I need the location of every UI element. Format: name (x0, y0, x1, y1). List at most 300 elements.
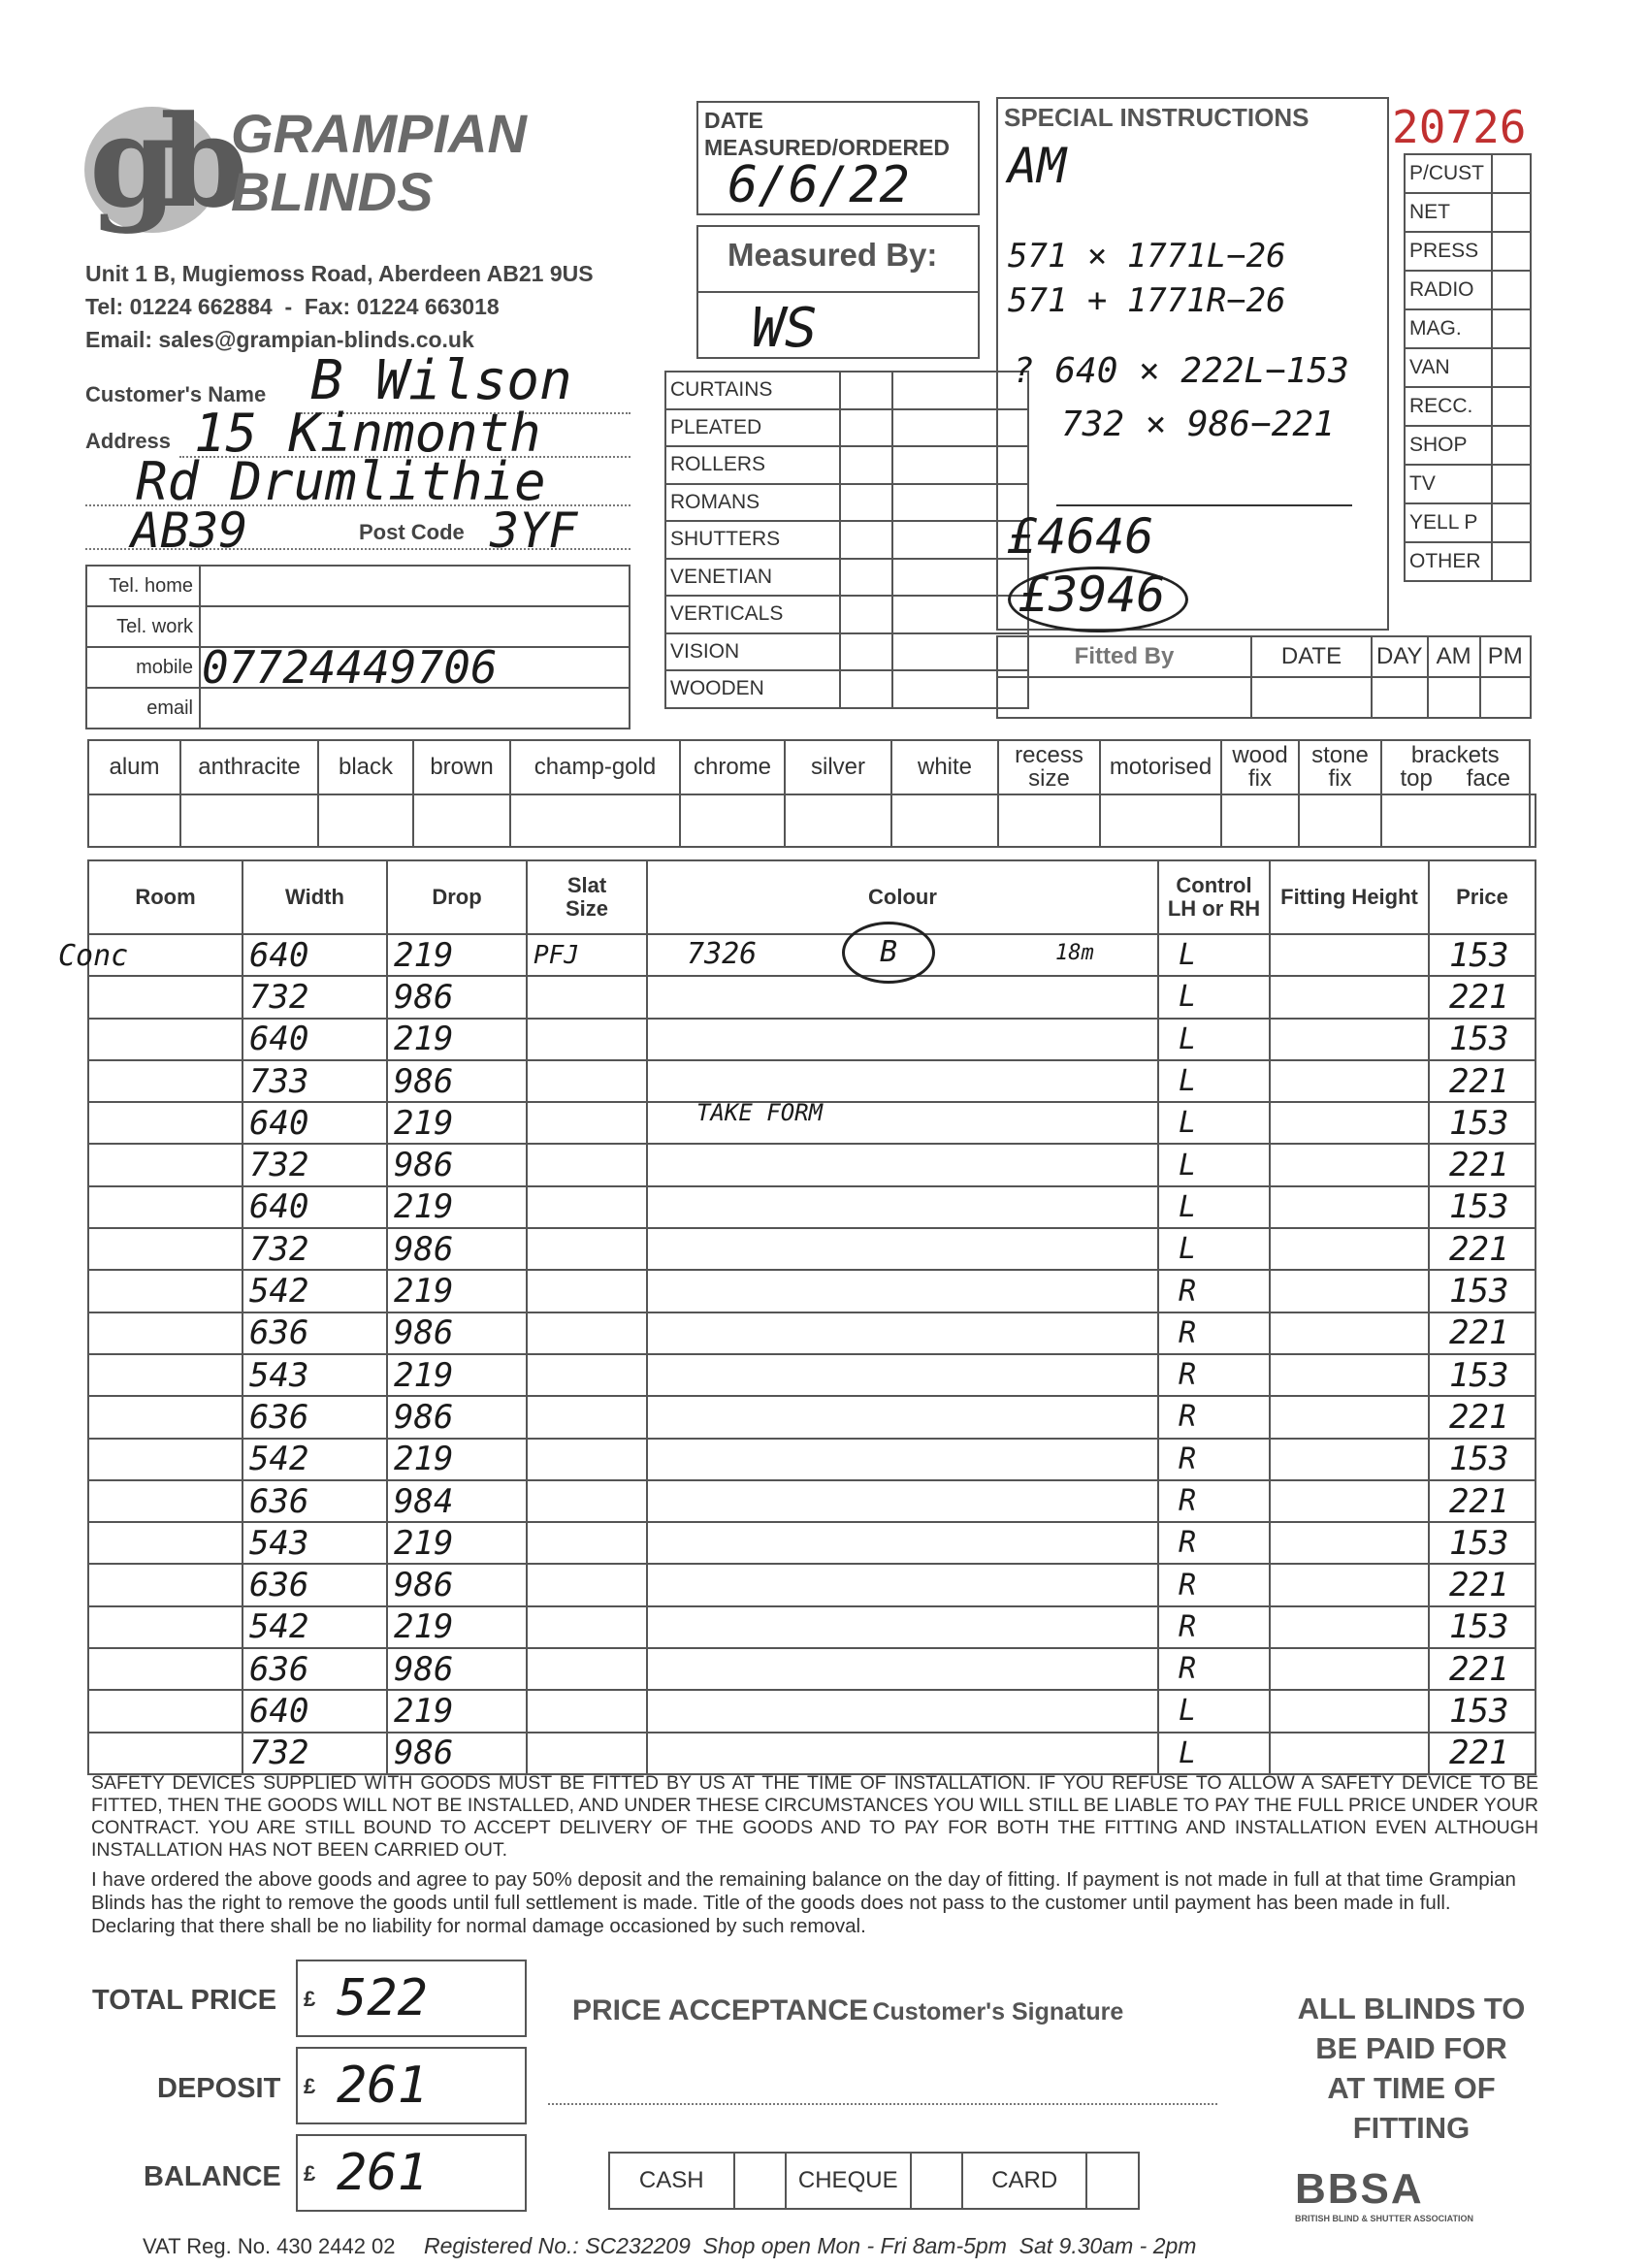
control-cell[interactable]: L (1158, 1228, 1270, 1270)
option-chrome: chrome (680, 740, 785, 794)
drop-cell[interactable]: 219 (387, 1522, 527, 1564)
special-line2: 571 × 1771L−26 (1008, 237, 1286, 275)
total-price-box (296, 1960, 527, 2037)
product-checkbox[interactable] (840, 633, 892, 671)
fitting-height-cell[interactable] (1270, 1690, 1429, 1732)
company-contact: Tel: 01224 662884 - Fax: 01224 663018 (85, 294, 500, 319)
product-checkbox[interactable] (840, 409, 892, 447)
slat-cell[interactable] (527, 1144, 647, 1185)
width-cell[interactable]: 732 (242, 1733, 387, 1774)
slat-cell[interactable] (527, 1060, 647, 1102)
width-cell[interactable]: 542 (242, 1606, 387, 1648)
fitting-height-cell[interactable] (1270, 1564, 1429, 1605)
control-cell[interactable]: R (1158, 1439, 1270, 1480)
slat-cell[interactable] (527, 1564, 647, 1605)
company-name-line1: GRAMPIAN (231, 103, 527, 164)
room-cell[interactable] (88, 1522, 242, 1564)
width-cell[interactable]: 640 (242, 1019, 387, 1060)
option-checkbox[interactable] (88, 794, 180, 847)
room-cell[interactable] (88, 1564, 242, 1605)
control-cell[interactable]: R (1158, 1354, 1270, 1396)
price-cell[interactable]: 221 (1429, 976, 1536, 1018)
control-cell[interactable]: R (1158, 1606, 1270, 1648)
product-checkbox[interactable] (840, 596, 892, 633)
special-instructions-title: SPECIAL INSTRUCTIONS (1004, 103, 1310, 132)
fitted-day-value[interactable] (1372, 677, 1428, 718)
phone-table (85, 565, 630, 729)
fitting-height-cell[interactable] (1270, 1186, 1429, 1228)
product-checkbox[interactable] (840, 484, 892, 522)
control-cell[interactable]: R (1158, 1312, 1270, 1354)
control-cell[interactable]: R (1158, 1564, 1270, 1605)
option-checkbox[interactable] (680, 794, 785, 847)
signature-line[interactable] (548, 2103, 1217, 2105)
colour-cell[interactable] (647, 1228, 1158, 1270)
fitted-date-value[interactable] (1251, 677, 1372, 718)
slat-cell[interactable] (527, 1228, 647, 1270)
room-cell[interactable] (88, 976, 242, 1018)
phone-value[interactable]: 07724449706 (200, 647, 630, 688)
slat-cell[interactable] (527, 1270, 647, 1312)
drop-cell[interactable]: 986 (387, 1312, 527, 1354)
address-line1: 15 Kinmonth (194, 403, 541, 464)
room-cell[interactable] (88, 1733, 242, 1774)
colour-extra: 18m (1055, 941, 1094, 965)
payment-cash-checkbox[interactable] (734, 2153, 786, 2209)
date-value[interactable]: 6/6/22 (728, 156, 910, 214)
width-cell[interactable]: 636 (242, 1648, 387, 1690)
divider (698, 291, 978, 293)
underline (1056, 504, 1352, 506)
room-cell[interactable] (88, 1354, 242, 1396)
fitting-height-cell[interactable] (1270, 1733, 1429, 1774)
phone-row (86, 566, 630, 606)
option-motorised: motorised (1100, 740, 1221, 794)
colour-cell[interactable] (647, 1354, 1158, 1396)
fitted-date-label: DATE (1251, 636, 1372, 677)
source-row (1405, 503, 1531, 542)
drop-cell[interactable]: 219 (387, 934, 527, 976)
width-cell[interactable]: 542 (242, 1270, 387, 1312)
room-side-note: Conc (58, 939, 129, 973)
price-cell[interactable]: 153 (1429, 1186, 1536, 1228)
option-checkbox[interactable] (1221, 794, 1299, 847)
product-checkbox[interactable] (840, 372, 892, 409)
slat-cell[interactable] (527, 1354, 647, 1396)
drop-cell[interactable]: 986 (387, 1648, 527, 1690)
option-checkbox[interactable] (1530, 794, 1536, 847)
measured-by-value[interactable]: WS (752, 297, 818, 360)
option-checkbox[interactable] (1100, 794, 1221, 847)
product-checkbox[interactable] (840, 521, 892, 559)
slat-cell[interactable] (527, 1480, 647, 1522)
width-cell[interactable]: 543 (242, 1522, 387, 1564)
control-cell[interactable]: R (1158, 1480, 1270, 1522)
total-price-value[interactable]: 522 (337, 1969, 428, 2027)
width-cell[interactable]: 542 (242, 1439, 387, 1480)
payment-cheque-checkbox[interactable] (911, 2153, 962, 2209)
fitting-height-cell[interactable] (1270, 934, 1429, 976)
dotted-line (85, 548, 630, 550)
control-cell[interactable]: L (1158, 1144, 1270, 1185)
fitting-height-cell[interactable] (1270, 1060, 1429, 1102)
product-row (665, 446, 1028, 484)
product-checkbox[interactable] (840, 670, 892, 708)
width-cell[interactable]: 640 (242, 1186, 387, 1228)
notice-line1: ALL BLINDS TO (1297, 1992, 1526, 2025)
width-cell[interactable]: 640 (242, 1102, 387, 1144)
colour-cell[interactable] (647, 1564, 1158, 1605)
fitting-height-cell[interactable] (1270, 1606, 1429, 1648)
fitted-by-value[interactable] (997, 677, 1251, 718)
brackets-face: face (1466, 765, 1511, 792)
source-checkbox[interactable] (1492, 154, 1531, 193)
deposit-label: DEPOSIT (157, 2073, 281, 2104)
option-stone-fix-line1: stone (1311, 742, 1369, 768)
phone-value[interactable] (200, 566, 630, 606)
drop-cell[interactable]: 219 (387, 1439, 527, 1480)
drop-cell[interactable]: 219 (387, 1270, 527, 1312)
colour-cell[interactable] (647, 1690, 1158, 1732)
colour-cell[interactable] (647, 1312, 1158, 1354)
slat-cell[interactable] (527, 1690, 647, 1732)
table-row (88, 1186, 1536, 1228)
source-row (1405, 465, 1531, 503)
option-checkbox[interactable] (510, 794, 680, 847)
width-cell[interactable]: 543 (242, 1354, 387, 1396)
source-row (1405, 271, 1531, 309)
colour-cell[interactable] (647, 1733, 1158, 1774)
drop-cell[interactable]: 986 (387, 1060, 527, 1102)
control-cell[interactable]: L (1158, 1060, 1270, 1102)
colour-cell[interactable] (647, 1396, 1158, 1438)
price-cell[interactable]: 153 (1429, 1102, 1536, 1144)
price-cell[interactable]: 153 (1429, 1354, 1536, 1396)
currency-sign: £ (304, 2074, 316, 2098)
slat-cell[interactable] (527, 1186, 647, 1228)
bbsa-logo (1295, 2165, 1528, 2223)
phone-value[interactable] (200, 688, 630, 729)
source-label: NET (1405, 193, 1492, 232)
source-checkbox[interactable] (1492, 348, 1531, 387)
drop-cell[interactable]: 986 (387, 1396, 527, 1438)
room-cell[interactable] (88, 1102, 242, 1144)
width-cell[interactable]: 732 (242, 1228, 387, 1270)
room-cell[interactable] (88, 1606, 242, 1648)
source-label: MAG. (1405, 309, 1492, 348)
fitting-height-cell[interactable] (1270, 1354, 1429, 1396)
currency-sign: £ (304, 1987, 316, 2011)
notice-line2: BE PAID FOR (1315, 2031, 1507, 2065)
price-cell[interactable]: 221 (1429, 1564, 1536, 1605)
width-cell[interactable]: 636 (242, 1312, 387, 1354)
source-row (1405, 154, 1531, 193)
price-cell[interactable]: 221 (1429, 1060, 1536, 1102)
deposit-value[interactable]: 261 (337, 2057, 428, 2115)
slat-cell[interactable] (527, 1733, 647, 1774)
header-slat-size (527, 860, 647, 934)
table-row (88, 1144, 1536, 1185)
fitting-height-cell[interactable] (1270, 1228, 1429, 1270)
table-row (88, 1439, 1536, 1480)
option-anthracite: anthracite (180, 740, 318, 794)
option-recess-size-line1: recess (1015, 742, 1083, 768)
option-checkbox[interactable] (318, 794, 413, 847)
price-cell[interactable]: 153 (1429, 934, 1536, 976)
product-label: VENETIAN (665, 559, 840, 597)
product-row (665, 670, 1028, 708)
source-checkbox[interactable] (1492, 426, 1531, 465)
table-row (88, 1648, 1536, 1690)
fitting-height-cell[interactable] (1270, 1144, 1429, 1185)
width-cell[interactable]: 733 (242, 1060, 387, 1102)
fitted-am-value[interactable] (1428, 677, 1480, 718)
address-line2: Rd Drumlithie (136, 451, 546, 512)
table-row (88, 1733, 1536, 1774)
room-cell[interactable] (88, 1312, 242, 1354)
price-cell[interactable]: 221 (1429, 1312, 1536, 1354)
source-row (1405, 348, 1531, 387)
slat-cell[interactable] (527, 1648, 647, 1690)
order-number: 20726 (1392, 101, 1527, 153)
price-cell[interactable]: 221 (1429, 1648, 1536, 1690)
option-checkbox[interactable] (180, 794, 318, 847)
table-row (88, 1606, 1536, 1648)
control-cell[interactable]: L (1158, 1690, 1270, 1732)
width-cell[interactable]: 636 (242, 1480, 387, 1522)
width-cell[interactable]: 640 (242, 1690, 387, 1732)
room-cell[interactable] (88, 1060, 242, 1102)
source-checkbox[interactable] (1492, 465, 1531, 503)
drop-cell[interactable]: 984 (387, 1480, 527, 1522)
slat-cell[interactable] (527, 976, 647, 1018)
room-cell[interactable] (88, 1228, 242, 1270)
source-label: RADIO (1405, 271, 1492, 309)
control-cell[interactable]: L (1158, 1019, 1270, 1060)
price-cell[interactable]: 153 (1429, 1019, 1536, 1060)
price-cell[interactable]: 153 (1429, 1690, 1536, 1732)
control-cell[interactable]: L (1158, 1186, 1270, 1228)
fitting-height-cell[interactable] (1270, 1102, 1429, 1144)
balance-value[interactable]: 261 (337, 2144, 428, 2202)
header-colour: Colour (647, 860, 1158, 934)
fitting-height-cell[interactable] (1270, 1522, 1429, 1564)
colour-cell[interactable] (647, 1522, 1158, 1564)
colour-cell[interactable] (647, 1606, 1158, 1648)
product-checkbox[interactable] (840, 559, 892, 597)
fitting-height-cell[interactable] (1270, 1648, 1429, 1690)
price-cell[interactable]: 153 (1429, 1270, 1536, 1312)
order-table (87, 859, 1536, 1775)
room-cell[interactable] (88, 1439, 242, 1480)
colour-cell[interactable] (647, 1099, 1158, 1144)
deposit-box (296, 2047, 527, 2124)
colour-cell[interactable] (647, 1270, 1158, 1312)
drop-cell[interactable]: 219 (387, 1019, 527, 1060)
price-cell[interactable]: 221 (1429, 1396, 1536, 1438)
slat-cell[interactable] (527, 1312, 647, 1354)
option-wood-fix (1221, 740, 1299, 794)
header-control-line2: LH or RH (1167, 896, 1261, 921)
fitted-by-label: Fitted By (997, 636, 1251, 677)
fitting-height-cell[interactable] (1270, 976, 1429, 1018)
control-cell[interactable]: R (1158, 1522, 1270, 1564)
source-checkbox[interactable] (1492, 309, 1531, 348)
source-checkbox[interactable] (1492, 232, 1531, 271)
table-row (88, 976, 1536, 1018)
colour-cell[interactable] (647, 1439, 1158, 1480)
option-champ-gold: champ-gold (510, 740, 680, 794)
width-cell[interactable]: 732 (242, 976, 387, 1018)
drop-cell[interactable]: 986 (387, 1564, 527, 1605)
product-checkbox[interactable] (840, 446, 892, 484)
drop-cell[interactable]: 986 (387, 976, 527, 1018)
company-address: Unit 1 B, Mugiemoss Road, Aberdeen AB21 9US (85, 261, 594, 286)
price-cell[interactable]: 221 (1429, 1480, 1536, 1522)
fitting-height-cell[interactable] (1270, 1396, 1429, 1438)
source-label: RECC. (1405, 387, 1492, 426)
width-cell[interactable]: 732 (242, 1144, 387, 1185)
room-cell[interactable] (88, 1690, 242, 1732)
header-fitting-height: Fitting Height (1270, 860, 1429, 934)
fitting-height-cell[interactable] (1270, 1019, 1429, 1060)
special-instructions-box (996, 97, 1389, 631)
drop-cell[interactable]: 986 (387, 1228, 527, 1270)
table-row (88, 1690, 1536, 1732)
option-stone-fix (1299, 740, 1381, 794)
price-cell[interactable]: 221 (1429, 1228, 1536, 1270)
date-label: DATE MEASURED/ORDERED (704, 108, 951, 160)
room-cell[interactable] (88, 1144, 242, 1185)
price-cell[interactable]: 221 (1429, 1733, 1536, 1774)
option-checkbox[interactable] (413, 794, 510, 847)
drop-cell[interactable]: 219 (387, 1606, 527, 1648)
width-cell[interactable]: 636 (242, 1396, 387, 1438)
slat-cell[interactable] (527, 1019, 647, 1060)
control-cell[interactable]: L (1158, 976, 1270, 1018)
special-line5: 732 × 986−221 (1061, 405, 1335, 444)
control-cell[interactable]: R (1158, 1270, 1270, 1312)
phone-label: mobile (86, 647, 200, 688)
room-cell[interactable] (88, 1648, 242, 1690)
source-checkbox[interactable] (1492, 503, 1531, 542)
drop-cell[interactable]: 986 (387, 1144, 527, 1185)
special-line1: AM (1008, 138, 1067, 194)
payment-notice (1256, 1989, 1567, 2148)
payment-cash-label: CASH (609, 2153, 734, 2209)
source-table (1404, 153, 1532, 582)
slat-cell[interactable] (527, 1439, 647, 1480)
source-checkbox[interactable] (1492, 387, 1531, 426)
option-checkbox[interactable] (785, 794, 891, 847)
fitting-height-cell[interactable] (1270, 1439, 1429, 1480)
colour-cell[interactable] (647, 1144, 1158, 1185)
fitting-height-cell[interactable] (1270, 1270, 1429, 1312)
width-cell[interactable]: 640 (242, 934, 387, 976)
colour-cell[interactable] (647, 1060, 1158, 1102)
colour-cell[interactable] (647, 976, 1158, 1018)
option-checkbox[interactable] (1381, 794, 1530, 847)
room-cell[interactable] (88, 1480, 242, 1522)
slat-cell[interactable] (527, 1606, 647, 1648)
control-cell[interactable]: R (1158, 1396, 1270, 1438)
source-checkbox[interactable] (1492, 271, 1531, 309)
source-checkbox[interactable] (1492, 193, 1531, 232)
product-row (665, 633, 1028, 671)
fitted-pm-value[interactable] (1480, 677, 1531, 718)
payment-method-table (608, 2152, 1140, 2210)
colour-cell[interactable] (647, 1648, 1158, 1690)
logo-letters: gb (89, 87, 231, 236)
notice-line3: AT TIME OF (1327, 2071, 1496, 2105)
price-cell[interactable]: 153 (1429, 1522, 1536, 1564)
drop-cell[interactable]: 219 (387, 1186, 527, 1228)
header-room: Room (88, 860, 242, 934)
room-cell[interactable] (88, 1019, 242, 1060)
payment-card-checkbox[interactable] (1086, 2153, 1139, 2209)
drop-cell[interactable]: 219 (387, 1690, 527, 1732)
control-cell[interactable]: L (1158, 1102, 1270, 1144)
drop-cell[interactable]: 986 (387, 1733, 527, 1774)
room-cell[interactable] (88, 1270, 242, 1312)
customer-name: B Wilson (310, 349, 572, 412)
table-row (88, 1270, 1536, 1312)
slat-cell[interactable] (527, 934, 647, 976)
company-email: Email: sales@grampian-blinds.co.uk (85, 327, 474, 352)
drop-cell[interactable]: 219 (387, 1354, 527, 1396)
colour-cell[interactable] (647, 934, 1158, 976)
control-cell[interactable]: L (1158, 934, 1270, 976)
special-line4: ? 640 × 222L−153 (1013, 351, 1349, 391)
fitting-height-cell[interactable] (1270, 1480, 1429, 1522)
source-label: VAN (1405, 348, 1492, 387)
control-cell[interactable]: L (1158, 1733, 1270, 1774)
slat-cell[interactable] (527, 1396, 647, 1438)
source-label: PRESS (1405, 232, 1492, 271)
fitting-height-cell[interactable] (1270, 1312, 1429, 1354)
header-control (1158, 860, 1270, 934)
control-cell[interactable]: R (1158, 1648, 1270, 1690)
product-row (665, 372, 1028, 409)
room-cell[interactable] (88, 1186, 242, 1228)
slat-cell[interactable] (527, 1522, 647, 1564)
price-cell[interactable]: 153 (1429, 1606, 1536, 1648)
address-label: Address (85, 429, 172, 453)
width-cell[interactable]: 636 (242, 1564, 387, 1605)
colour-cell[interactable] (647, 1019, 1158, 1060)
slat-cell[interactable] (527, 1102, 647, 1144)
price-cell[interactable]: 221 (1429, 1144, 1536, 1185)
product-label: WOODEN (665, 670, 840, 708)
option-checkbox[interactable] (891, 794, 998, 847)
colour-cell[interactable] (647, 1480, 1158, 1522)
source-checkbox[interactable] (1492, 542, 1531, 581)
colour-cell[interactable] (647, 1186, 1158, 1228)
drop-cell[interactable]: 219 (387, 1102, 527, 1144)
option-checkbox[interactable] (998, 794, 1100, 847)
price-cell[interactable]: 153 (1429, 1439, 1536, 1480)
table-row (88, 1228, 1536, 1270)
company-name-line2: BLINDS (231, 161, 434, 222)
product-row (665, 559, 1028, 597)
option-checkbox[interactable] (1299, 794, 1381, 847)
option-recess-size (998, 740, 1100, 794)
option-stone-fix-line2: fix (1328, 765, 1352, 792)
source-row (1405, 542, 1531, 581)
room-cell[interactable] (88, 1396, 242, 1438)
fitted-pm-label: PM (1480, 636, 1531, 677)
payment-card-label: CARD (962, 2153, 1087, 2209)
